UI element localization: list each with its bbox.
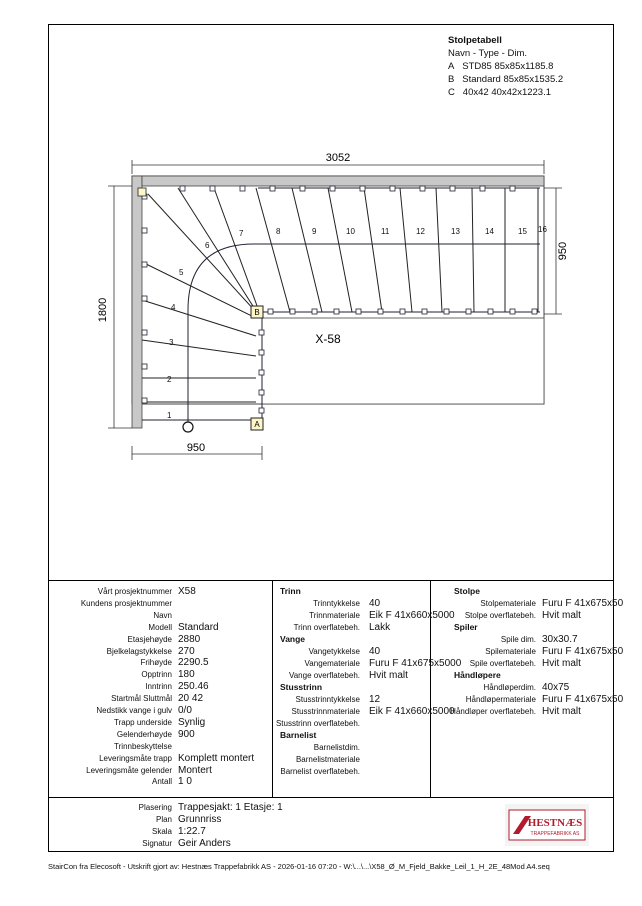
straight-treads bbox=[256, 188, 538, 312]
spec-label: Spile dim. bbox=[500, 635, 536, 644]
post-table-legend bbox=[448, 34, 563, 99]
spec-label: Plasering bbox=[138, 803, 172, 812]
svg-text:10: 10 bbox=[346, 227, 355, 236]
spec-label: Barnelistdim. bbox=[313, 743, 360, 752]
floor-opening bbox=[262, 318, 544, 404]
spec-value: Geir Anders bbox=[178, 838, 231, 849]
spec-value: 40x75 bbox=[542, 682, 570, 693]
section-header: Trinn bbox=[280, 586, 301, 596]
spec-label: Inntrinn bbox=[145, 682, 172, 692]
spec-label: Stusstrinn overflatebeh. bbox=[275, 719, 360, 728]
spec-label: Spile overflatebeh. bbox=[469, 659, 536, 668]
spec-label: Leveringsmåte gelender bbox=[86, 765, 172, 775]
spec-label: Stolpe overflatebeh. bbox=[464, 611, 536, 620]
center-label: X-58 bbox=[315, 332, 341, 346]
spec-row bbox=[48, 694, 624, 705]
post-b-label: B bbox=[254, 308, 260, 317]
spec-value: 270 bbox=[178, 645, 195, 657]
spec-value: 250.46 bbox=[178, 681, 209, 693]
spec-label: Trinntykkelse bbox=[313, 599, 360, 608]
svg-text:9: 9 bbox=[312, 227, 317, 236]
spec-value: Trappesjakt: 1 Etasje: 1 bbox=[178, 802, 283, 813]
spec-value: 2290.5 bbox=[178, 657, 209, 669]
legend-row: A STD85 85x85x1185.8 bbox=[448, 61, 554, 72]
section-header: Barnelist bbox=[280, 730, 317, 740]
spec-value: Standard bbox=[178, 621, 219, 633]
spec-label: Vårt prosjektnummer bbox=[97, 587, 172, 596]
walk-line-start-icon bbox=[183, 422, 193, 432]
spec-label: Trinnmateriale bbox=[309, 611, 360, 620]
svg-text:11: 11 bbox=[381, 227, 390, 236]
section-header: Vange bbox=[280, 634, 306, 644]
svg-text:16: 16 bbox=[538, 225, 547, 234]
spec-row bbox=[48, 598, 624, 609]
spec-label: Spilemateriale bbox=[485, 647, 536, 656]
spec-value: Furu F 41x675x50 bbox=[542, 598, 624, 609]
spec-label: Plan bbox=[155, 815, 172, 824]
spec-row bbox=[48, 682, 614, 693]
spec-row bbox=[48, 766, 614, 777]
spec-label: Vange overflatebeh. bbox=[288, 671, 360, 680]
specification-table bbox=[48, 580, 624, 798]
logo-name: HESTNÆS bbox=[527, 817, 583, 829]
dim-bottom-label: 950 bbox=[186, 442, 206, 454]
svg-text:8: 8 bbox=[276, 227, 281, 236]
spec-value: X58 bbox=[178, 586, 196, 597]
spec-row bbox=[48, 634, 614, 645]
svg-text:12: 12 bbox=[416, 227, 425, 236]
spec-value: 900 bbox=[178, 728, 195, 740]
spec-label: Vangetykkelse bbox=[308, 647, 360, 656]
spec-value: Furu F 41x675x50 bbox=[542, 646, 624, 657]
spec-row bbox=[48, 658, 614, 669]
spec-value: Komplett montert bbox=[178, 752, 255, 764]
spec-value: Hvit malt bbox=[542, 706, 581, 717]
spec-value: Hvit malt bbox=[542, 610, 581, 621]
spec-label: Gelenderhøyde bbox=[116, 729, 172, 739]
spec-row bbox=[48, 754, 614, 765]
spec-value: Furu F 41x675x50 bbox=[542, 694, 624, 705]
spec-label: Navn bbox=[153, 610, 172, 620]
spec-row bbox=[48, 622, 614, 633]
spec-value: Hvit malt bbox=[369, 670, 408, 681]
spec-value: 0/0 bbox=[178, 705, 192, 716]
dim-left-label: 1800 bbox=[97, 297, 109, 323]
spec-value: 40 bbox=[369, 598, 381, 609]
svg-text:3: 3 bbox=[169, 338, 174, 347]
spec-label: Trapp underside bbox=[114, 717, 172, 727]
spec-label: Bjelkelagstykkelse bbox=[106, 646, 172, 656]
legend-title: Stolpetabell bbox=[448, 35, 502, 46]
spec-value: Montert bbox=[178, 764, 212, 776]
spec-value: 30x30.7 bbox=[542, 634, 578, 645]
dim-right-label: 950 bbox=[557, 241, 569, 261]
print-info: StairCon fra Elecosoft - Utskrift gjort av: Hestnæs Trappefabrikk AS - 2026-01-16 07:20 - W:\...\...\X58_Ø_M_Fjeld_Bakke_Leil_1_H_2E_48Mod A4.seq bbox=[48, 862, 550, 871]
spec-value: Hvit malt bbox=[542, 658, 581, 669]
spec-label: Håndløperdim. bbox=[483, 683, 536, 692]
spec-label: Barnelist overflatebeh. bbox=[280, 767, 360, 776]
winder-treads bbox=[142, 188, 260, 402]
legend-subtitle: Navn - Type - Dim. bbox=[448, 48, 528, 59]
spec-label: Håndløper overflatebeh. bbox=[450, 707, 536, 716]
svg-text:13: 13 bbox=[451, 227, 460, 236]
post-c bbox=[138, 188, 146, 196]
spec-value: 2880 bbox=[178, 633, 201, 645]
svg-text:14: 14 bbox=[485, 227, 494, 236]
spec-row bbox=[48, 742, 614, 753]
svg-text:5: 5 bbox=[179, 268, 184, 277]
spec-label: Signatur bbox=[142, 839, 172, 848]
spec-row bbox=[48, 706, 614, 717]
spec-label: Stolpemateriale bbox=[480, 599, 536, 608]
svg-text:7: 7 bbox=[239, 229, 244, 238]
svg-text:4: 4 bbox=[171, 303, 176, 312]
spec-label: Antall bbox=[151, 777, 172, 787]
spec-value: 40 bbox=[369, 646, 381, 657]
spec-label: Stusstrinnmateriale bbox=[291, 707, 360, 716]
spec-row bbox=[48, 670, 614, 681]
dim-top-label: 3052 bbox=[325, 152, 351, 164]
spec-label: Startmål Sluttmål bbox=[111, 694, 172, 704]
spec-value: Eik F 41x660x5000 bbox=[369, 706, 455, 717]
spec-value: 180 bbox=[178, 669, 195, 681]
spec-label: Stusstrinntykkelse bbox=[295, 695, 360, 704]
spec-value: Eik F 41x660x5000 bbox=[369, 610, 455, 621]
spec-row bbox=[48, 610, 614, 621]
spec-value: 12 bbox=[369, 694, 381, 705]
spec-value: Lakk bbox=[369, 622, 391, 633]
spec-row bbox=[48, 718, 614, 729]
wall-top bbox=[142, 176, 544, 186]
spec-label: Modell bbox=[148, 622, 172, 632]
logo-sub: TRAPPEFABRIKK AS bbox=[530, 831, 580, 837]
spec-value: 1 0 bbox=[178, 776, 192, 788]
svg-text:2: 2 bbox=[167, 375, 172, 384]
spec-label: Nedstikk vange i gulv bbox=[96, 706, 172, 715]
spec-row bbox=[48, 729, 614, 740]
spec-value: Furu F 41x675x5000 bbox=[369, 658, 462, 669]
dim-left bbox=[108, 186, 132, 428]
section-header: Spiler bbox=[454, 622, 478, 632]
section-header: Stolpe bbox=[454, 586, 480, 596]
legend-row: B Standard 85x85x1535.2 bbox=[448, 74, 564, 85]
spec-label: Opptrinn bbox=[141, 670, 172, 680]
section-header: Håndløpere bbox=[454, 670, 501, 680]
hestnaes-logo bbox=[505, 804, 589, 846]
wall-left bbox=[132, 176, 142, 428]
spec-row bbox=[48, 586, 614, 597]
svg-text:15: 15 bbox=[518, 227, 527, 236]
spec-value: 20 42 bbox=[178, 693, 204, 705]
spec-label: Kundens prosjektnummer bbox=[80, 598, 172, 608]
spec-label: Vangemateriale bbox=[304, 659, 360, 668]
spec-label: Barnelistmateriale bbox=[295, 755, 360, 764]
svg-text:6: 6 bbox=[205, 241, 210, 250]
spec-value: 1:22.7 bbox=[178, 826, 206, 837]
spec-label: Skala bbox=[151, 827, 172, 836]
spec-value: Synlig bbox=[178, 716, 206, 728]
spec-label: Trinnbeskyttelse bbox=[114, 741, 172, 751]
spec-label: Etasjehøyde bbox=[127, 634, 172, 644]
spec-row bbox=[48, 646, 624, 657]
spec-label: Trinn overflatebeh. bbox=[293, 623, 360, 632]
spec-label: Håndløpermateriale bbox=[465, 695, 536, 704]
spec-label: Frihøyde bbox=[140, 658, 172, 668]
svg-text:1: 1 bbox=[167, 411, 172, 420]
section-header: Stusstrinn bbox=[280, 682, 323, 692]
spec-label: Leveringsmåte trapp bbox=[99, 753, 172, 763]
spec-value: Grunnriss bbox=[178, 814, 222, 825]
spec-row bbox=[48, 776, 614, 787]
post-a-label: A bbox=[254, 420, 260, 429]
legend-row: C 40x42 40x42x1223.1 bbox=[448, 87, 552, 98]
